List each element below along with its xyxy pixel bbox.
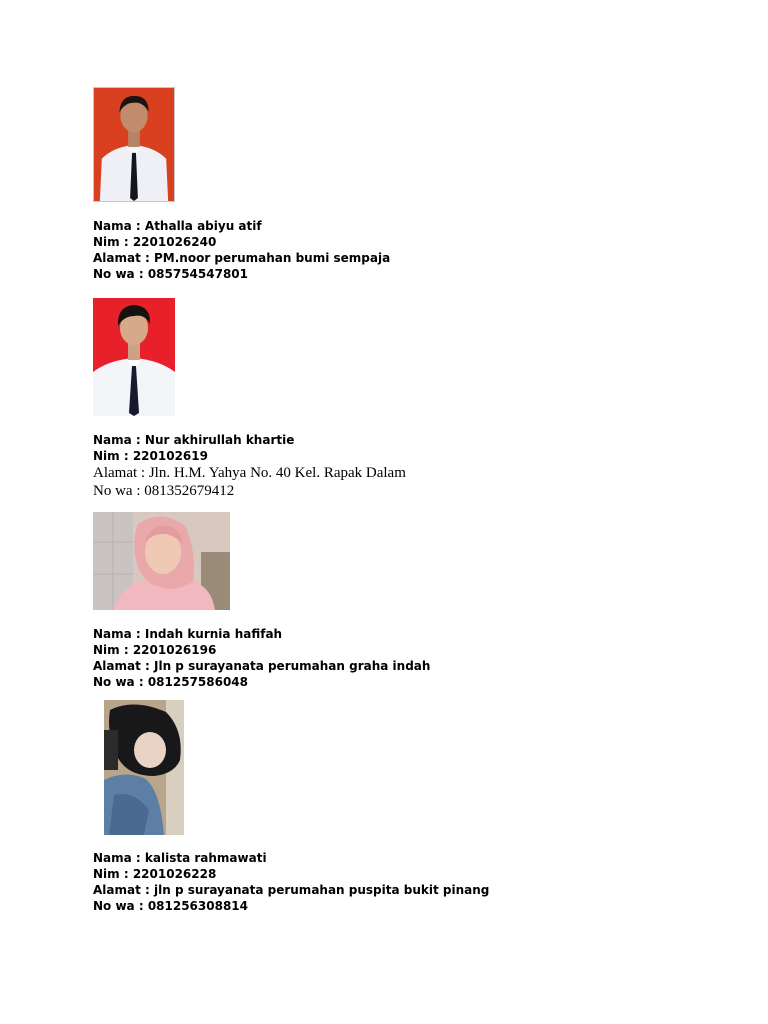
nowa-line bbox=[93, 266, 390, 282]
nowa-value: 081257586048 bbox=[147, 675, 249, 689]
field-label: Nim : bbox=[93, 867, 133, 881]
nowa-value: 085754547801 bbox=[147, 267, 249, 281]
nowa-value: 081352679412 bbox=[144, 483, 235, 499]
alamat-value: PM.noor perumahan bumi sempaja bbox=[154, 251, 391, 265]
field-label: Nama : bbox=[93, 627, 145, 641]
nama-value: Nur akhirullah khartie bbox=[144, 433, 295, 447]
field-label: No wa : bbox=[93, 675, 148, 689]
nim-value: 2201026228 bbox=[132, 867, 217, 881]
nama-line bbox=[93, 850, 489, 866]
nim-line bbox=[93, 866, 489, 882]
alamat-line bbox=[93, 464, 406, 482]
student-photo-3 bbox=[93, 512, 230, 610]
nim-value: 220102619 bbox=[132, 449, 208, 463]
nim-line bbox=[93, 234, 390, 250]
field-label: Nim : bbox=[93, 449, 133, 463]
nim-value: 2201026196 bbox=[132, 643, 217, 657]
field-label: Nim : bbox=[93, 235, 133, 249]
alamat-line bbox=[93, 658, 430, 674]
field-label: Alamat : bbox=[93, 659, 154, 673]
field-label: Nama : bbox=[93, 851, 145, 865]
field-label: Nama : bbox=[93, 219, 145, 233]
nim-value: 2201026240 bbox=[132, 235, 217, 249]
alamat-line bbox=[93, 882, 489, 898]
nama-line bbox=[93, 626, 430, 642]
student-info-2 bbox=[93, 432, 406, 500]
nama-value: kalista rahmawati bbox=[144, 851, 267, 865]
nama-value: Indah kurnia hafifah bbox=[144, 627, 283, 641]
field-label: Nama : bbox=[93, 433, 145, 447]
nowa-line bbox=[93, 674, 430, 690]
student-info-4 bbox=[93, 850, 489, 914]
student-photo-4 bbox=[104, 700, 184, 835]
alamat-value: Jln p surayanata perumahan graha indah bbox=[154, 659, 431, 673]
field-label: No wa : bbox=[93, 483, 145, 499]
field-label: Alamat : bbox=[93, 251, 154, 265]
alamat-value: jln p surayanata perumahan puspita bukit pinang bbox=[154, 883, 490, 897]
student-info-3 bbox=[93, 626, 430, 690]
field-label: No wa : bbox=[93, 267, 148, 281]
nowa-line bbox=[93, 898, 489, 914]
nowa-value: 081256308814 bbox=[147, 899, 249, 913]
nama-line bbox=[93, 432, 406, 448]
field-label: Alamat : bbox=[93, 883, 154, 897]
alamat-value: Jln. H.M. Yahya No. 40 Kel. Rapak Dalam bbox=[148, 465, 406, 481]
nim-line bbox=[93, 642, 430, 658]
student-photo-1 bbox=[93, 87, 175, 202]
field-label: Alamat : bbox=[93, 465, 149, 481]
student-info-1 bbox=[93, 218, 390, 282]
nama-value: Athalla abiyu atif bbox=[144, 219, 262, 233]
nama-line bbox=[93, 218, 390, 234]
nim-line bbox=[93, 448, 406, 464]
alamat-line bbox=[93, 250, 390, 266]
field-label: No wa : bbox=[93, 899, 148, 913]
nowa-line bbox=[93, 482, 406, 500]
student-photo-2 bbox=[93, 298, 175, 416]
field-label: Nim : bbox=[93, 643, 133, 657]
